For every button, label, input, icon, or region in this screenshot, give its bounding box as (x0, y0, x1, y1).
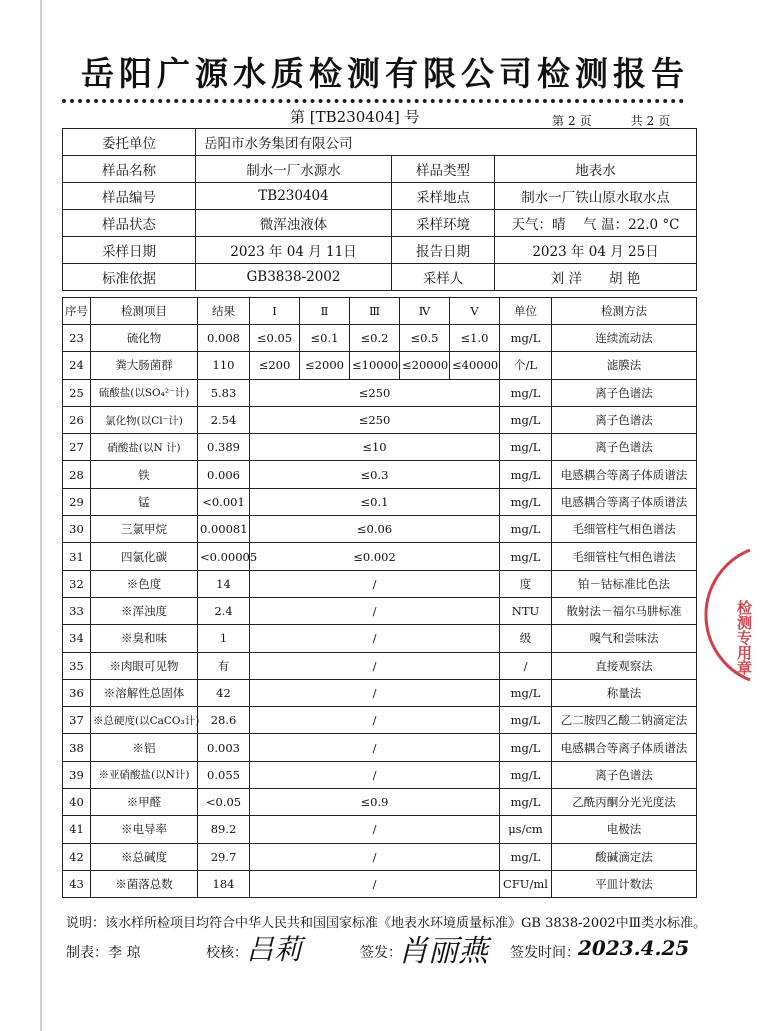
sampler-value: 刘 洋 胡 艳 (495, 264, 697, 291)
limit-value: ≤40000 (450, 352, 500, 379)
result-value: 1 (198, 625, 250, 652)
report-title: 岳阳广源水质检测有限公司检测报告 (81, 54, 689, 93)
result-value: <0.05 (198, 789, 250, 816)
item-name: ※电导率 (91, 816, 198, 843)
table-row (63, 652, 697, 679)
sample-no-label: 样品编号 (63, 183, 196, 210)
item-name: 四氯化碳 (91, 543, 198, 570)
issue-label: 签发时间： (510, 945, 580, 961)
item-name: 三氯甲烷 (91, 516, 198, 543)
method: 电感耦合等离子体质谱法 (552, 461, 697, 488)
item-name: ※色度 (91, 570, 198, 597)
client-value: 岳阳市水务集团有限公司 (196, 129, 697, 156)
unit: mg/L (500, 461, 552, 488)
title-divider (62, 99, 684, 103)
item-name: ※浑浊度 (91, 597, 198, 624)
state-value: 微浑浊液体 (196, 210, 392, 237)
row-number: 33 (63, 597, 91, 624)
table-row (63, 570, 697, 597)
limit-value: / (250, 761, 500, 788)
page-total: 2 (646, 114, 655, 128)
item-name: ※肉眼可见物 (91, 652, 198, 679)
date-label: 采样日期 (63, 237, 196, 264)
method: 平皿计数法 (552, 870, 697, 897)
table-row (63, 734, 697, 761)
column-header: 结果 (198, 298, 250, 325)
row-number: 37 (63, 707, 91, 734)
result-value: 42 (198, 679, 250, 706)
unit: NTU (500, 597, 552, 624)
row-number: 30 (63, 516, 91, 543)
row-number: 29 (63, 488, 91, 515)
column-header: Ⅰ (250, 298, 300, 325)
limit-value: / (250, 597, 500, 624)
method: 直接观察法 (552, 652, 697, 679)
item-name: ※铝 (91, 734, 198, 761)
row-number: 43 (63, 870, 91, 897)
result-value: 0.008 (198, 325, 250, 352)
table-row (63, 488, 697, 515)
result-value: 0.055 (198, 761, 250, 788)
signer (360, 942, 402, 962)
table-row (63, 325, 697, 352)
method: 乙二胺四乙酸二钠滴定法 (552, 707, 697, 734)
table-header-row (63, 298, 697, 325)
unit: mg/L (500, 789, 552, 816)
item-name: 硝酸盐(以N 计) (91, 434, 198, 461)
report-date-value: 2023 年 04 月 25日 (495, 237, 697, 264)
row-number: 26 (63, 406, 91, 433)
checker-signature: 吕莉 (246, 933, 303, 966)
page-left-edge (0, 0, 46, 1031)
checker-label: 校核： (206, 945, 248, 961)
table-row (63, 843, 697, 870)
results-table (62, 297, 697, 898)
page-total-label: 共 (630, 114, 643, 128)
method: 铂－钴标准比色法 (552, 570, 697, 597)
item-name: ※菌落总数 (91, 870, 198, 897)
sampler-label: 采样人 (392, 264, 495, 291)
result-value: 2.54 (198, 406, 250, 433)
limit-value: ≤0.002 (250, 543, 500, 570)
issue-date: 2023.4.25 (578, 936, 690, 960)
stamp-text: 检测专用章 (735, 600, 753, 675)
unit: mg/L (500, 734, 552, 761)
maker (66, 942, 140, 962)
unit: CFU/ml (500, 870, 552, 897)
limit-value: / (250, 843, 500, 870)
result-value: 0.00081 (198, 516, 250, 543)
limit-value: ≤0.1 (300, 325, 350, 352)
column-header: 检测项目 (91, 298, 198, 325)
limit-value: ≤0.3 (250, 461, 500, 488)
item-name: 粪大肠菌群 (91, 352, 198, 379)
result-value: 28.6 (198, 707, 250, 734)
method: 离子色谱法 (552, 406, 697, 433)
result-value: 2.4 (198, 597, 250, 624)
column-header: Ⅲ (350, 298, 400, 325)
result-value: 0.389 (198, 434, 250, 461)
row-number: 27 (63, 434, 91, 461)
result-value: 有 (198, 652, 250, 679)
table-row (63, 625, 697, 652)
row-number: 40 (63, 789, 91, 816)
unit: mg/L (500, 707, 552, 734)
item-name: 氯化物(以Cl⁻计) (91, 406, 198, 433)
column-header: 单位 (500, 298, 552, 325)
method: 毛细管柱气相色谱法 (552, 543, 697, 570)
column-header: 序号 (63, 298, 91, 325)
row-number: 28 (63, 461, 91, 488)
row-number: 34 (63, 625, 91, 652)
result-value: 5.83 (198, 379, 250, 406)
page-total-unit: 页 (658, 114, 671, 128)
item-name: 硫化物 (91, 325, 198, 352)
limit-value: ≤2000 (300, 352, 350, 379)
result-value: 89.2 (198, 816, 250, 843)
result-value: 0.006 (198, 461, 250, 488)
table-row (63, 434, 697, 461)
limit-value: / (250, 870, 500, 897)
limit-value: ≤0.9 (250, 789, 500, 816)
column-header: Ⅳ (400, 298, 450, 325)
row-number: 39 (63, 761, 91, 788)
date-value: 2023 年 04 月 11日 (196, 237, 392, 264)
sample-info-table (62, 128, 697, 291)
limit-value: / (250, 652, 500, 679)
row-number: 32 (63, 570, 91, 597)
limit-value: / (250, 625, 500, 652)
row-number: 35 (63, 652, 91, 679)
result-value: 184 (198, 870, 250, 897)
limit-value: ≤0.06 (250, 516, 500, 543)
item-name: ※臭和味 (91, 625, 198, 652)
item-name: 锰 (91, 488, 198, 515)
method: 称量法 (552, 679, 697, 706)
env-label: 采样环境 (392, 210, 495, 237)
limit-value: ≤20000 (400, 352, 450, 379)
client-label: 委托单位 (63, 129, 196, 156)
method: 离子色谱法 (552, 434, 697, 461)
limit-value: / (250, 707, 500, 734)
row-number: 23 (63, 325, 91, 352)
standard-value: GB3838-2002 (196, 264, 392, 291)
item-name: ※甲醛 (91, 789, 198, 816)
table-row (63, 406, 697, 433)
sample-type-label: 样品类型 (392, 156, 495, 183)
table-row (63, 461, 697, 488)
signer-signature: 肖丽燕 (398, 934, 488, 969)
unit: mg/L (500, 488, 552, 515)
unit: 级 (500, 625, 552, 652)
issue-time (510, 942, 580, 962)
signer-label: 签发： (360, 945, 402, 961)
env-value: 天气：晴 气 温：22.0 °C (495, 210, 697, 237)
column-header: Ⅱ (300, 298, 350, 325)
row-number: 36 (63, 679, 91, 706)
result-value: 29.7 (198, 843, 250, 870)
unit: mg/L (500, 761, 552, 788)
location-value: 制水一厂铁山原水取水点 (495, 183, 697, 210)
limit-value: / (250, 679, 500, 706)
unit: / (500, 652, 552, 679)
result-value: <0.001 (198, 488, 250, 515)
state-label: 样品状态 (63, 210, 196, 237)
unit: mg/L (500, 516, 552, 543)
page-indicator (552, 112, 674, 129)
limit-value: / (250, 734, 500, 761)
column-header: Ⅴ (450, 298, 500, 325)
item-name: ※总碱度 (91, 843, 198, 870)
maker-name: 李 琼 (108, 945, 141, 961)
unit: μs/cm (500, 816, 552, 843)
limit-value: ≤250 (250, 379, 500, 406)
limit-value: ≤200 (250, 352, 300, 379)
method: 连续流动法 (552, 325, 697, 352)
item-name: 硫酸盐(以SO₄²⁻计) (91, 379, 198, 406)
result-value: 110 (198, 352, 250, 379)
unit: mg/L (500, 325, 552, 352)
item-name: ※总硬度(以CaCO₃计) (91, 707, 198, 734)
table-row (63, 761, 697, 788)
stamp-seal (700, 540, 770, 690)
item-name: ※亚硝酸盐(以N计) (91, 761, 198, 788)
column-header: 检测方法 (552, 298, 697, 325)
row-number: 42 (63, 843, 91, 870)
item-name: ※溶解性总固体 (91, 679, 198, 706)
checker (206, 942, 248, 962)
unit: 个/L (500, 352, 552, 379)
method: 散射法－福尔马肼标准 (552, 597, 697, 624)
limit-value: / (250, 570, 500, 597)
maker-label: 制表： (66, 945, 108, 961)
row-number: 24 (63, 352, 91, 379)
method: 电极法 (552, 816, 697, 843)
table-row (63, 379, 697, 406)
table-row (63, 816, 697, 843)
method: 离子色谱法 (552, 379, 697, 406)
location-label: 采样地点 (392, 183, 495, 210)
table-row (63, 516, 697, 543)
item-name: 铁 (91, 461, 198, 488)
limit-value: / (250, 816, 500, 843)
table-row (63, 870, 697, 897)
table-row (63, 707, 697, 734)
unit: mg/L (500, 406, 552, 433)
limit-value: ≤0.1 (250, 488, 500, 515)
limit-value: ≤1.0 (450, 325, 500, 352)
page-label: 第 (552, 114, 565, 128)
method: 电感耦合等离子体质谱法 (552, 734, 697, 761)
table-row (63, 597, 697, 624)
method: 乙酰丙酮分光光度法 (552, 789, 697, 816)
standard-label: 标准依据 (63, 264, 196, 291)
row-number: 41 (63, 816, 91, 843)
limit-value: ≤10000 (350, 352, 400, 379)
conclusion-note: 说明：该水样所检项目均符合中华人民共和国国家标准《地表水环境质量标准》GB 3838-2002中Ⅲ类水标准。 (66, 916, 707, 931)
unit: 度 (500, 570, 552, 597)
limit-value: ≤0.2 (350, 325, 400, 352)
row-number: 31 (63, 543, 91, 570)
result-value: 14 (198, 570, 250, 597)
limit-value: ≤0.5 (400, 325, 450, 352)
table-row (63, 789, 697, 816)
row-number: 25 (63, 379, 91, 406)
row-number: 38 (63, 734, 91, 761)
method: 电感耦合等离子体质谱法 (552, 488, 697, 515)
limit-value: ≤0.05 (250, 325, 300, 352)
unit: mg/L (500, 679, 552, 706)
table-row (63, 352, 697, 379)
sample-name-value: 制水一厂水源水 (196, 156, 392, 183)
result-value: <0.00005 (198, 543, 250, 570)
page-unit: 页 (579, 114, 592, 128)
table-row (63, 543, 697, 570)
sample-type-value: 地表水 (495, 156, 697, 183)
method: 离子色谱法 (552, 761, 697, 788)
sample-name-label: 样品名称 (63, 156, 196, 183)
sample-no-value: TB230404 (196, 183, 392, 210)
unit: mg/L (500, 543, 552, 570)
page-current: 2 (568, 114, 576, 128)
method: 毛细管柱气相色谱法 (552, 516, 697, 543)
table-row (63, 679, 697, 706)
limit-value: ≤250 (250, 406, 500, 433)
report-date-label: 报告日期 (392, 237, 495, 264)
unit: mg/L (500, 379, 552, 406)
unit: mg/L (500, 843, 552, 870)
report-number: 第 [TB230404] 号 (290, 108, 420, 126)
method: 酸碱滴定法 (552, 843, 697, 870)
result-value: 0.003 (198, 734, 250, 761)
unit: mg/L (500, 434, 552, 461)
method: 嗅气和尝味法 (552, 625, 697, 652)
limit-value: ≤10 (250, 434, 500, 461)
method: 滤膜法 (552, 352, 697, 379)
